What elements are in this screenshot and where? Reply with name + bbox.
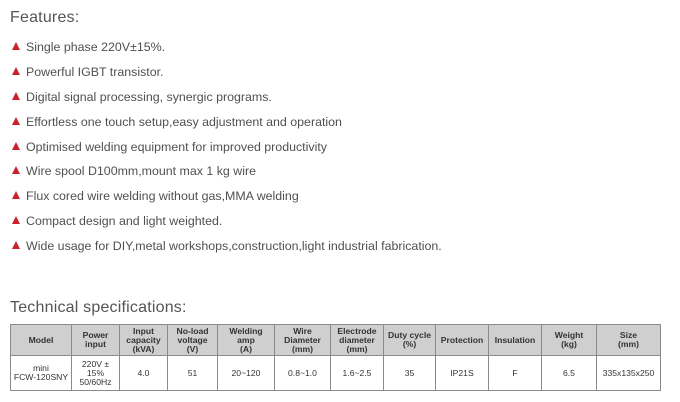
header-text: capacity <box>126 334 161 345</box>
feature-text: Flux cored wire welding without gas,MMA welding <box>26 189 299 204</box>
header-text: Duty cycle <box>388 330 431 340</box>
feature-text: Single phase 220V±15%. <box>26 40 166 55</box>
header-text: voltage <box>177 334 208 345</box>
cell-weight <box>542 356 597 391</box>
header-text: Wire <box>293 325 312 336</box>
cell-text: mini <box>33 363 49 373</box>
list-item <box>12 233 442 258</box>
list-item <box>12 134 442 159</box>
cell-size <box>597 356 661 391</box>
list-item <box>12 109 442 134</box>
cell-text: 51 <box>187 367 198 378</box>
cell-input-capacity <box>120 356 168 391</box>
cell-text: IP21S <box>450 367 474 378</box>
cell-text: 6.5 <box>563 367 575 378</box>
cell-wire-diameter <box>275 356 331 391</box>
header-no-load-voltage <box>168 325 218 356</box>
feature-text: Effortless one touch setup,easy adjustment and operation <box>26 114 342 129</box>
header-electrode-diameter <box>331 325 384 356</box>
cell-text: FCW-120SNY <box>13 372 69 382</box>
list-item <box>12 35 442 60</box>
red-triangle-bullet-icon <box>12 117 20 125</box>
header-text: Diameter <box>284 334 321 345</box>
header-duty-cycle <box>384 325 436 356</box>
header-text: Protection <box>440 334 484 345</box>
feature-text: Powerful IGBT transistor. <box>26 65 164 80</box>
red-triangle-bullet-icon <box>12 241 20 249</box>
cell-text: 4.0 <box>137 367 150 378</box>
header-insulation <box>489 325 542 356</box>
specs-title: Technical specifications: <box>10 299 187 316</box>
feature-text: Compact design and light weighted. <box>26 213 223 228</box>
header-weight <box>542 325 597 356</box>
header-welding-amp <box>218 325 275 356</box>
red-triangle-bullet-icon <box>12 42 20 50</box>
header-text: Welding <box>229 325 263 336</box>
cell-power-input <box>72 356 120 391</box>
header-text: diameter <box>339 334 375 345</box>
header-text: input <box>85 339 106 349</box>
red-triangle-bullet-icon <box>12 166 20 174</box>
header-text: (V) <box>186 343 199 354</box>
red-triangle-bullet-icon <box>12 191 20 199</box>
cell-text: 35 <box>404 367 415 378</box>
cell-text: 220V ± 15% <box>81 358 110 378</box>
header-text: Insulation <box>494 334 536 345</box>
list-item <box>12 159 442 184</box>
features-title: Features: <box>10 9 80 26</box>
cell-model <box>11 356 72 391</box>
cell-text: 1.6~2.5 <box>342 367 372 378</box>
header-model <box>11 325 72 356</box>
list-item <box>12 60 442 85</box>
cell-insulation <box>489 356 542 391</box>
header-protection <box>436 325 489 356</box>
header-text: Size <box>619 330 638 340</box>
list-item <box>12 209 442 234</box>
header-text: (mm) <box>291 343 313 354</box>
cell-text: 20~120 <box>231 367 261 378</box>
header-text: Weight <box>554 330 584 340</box>
feature-text: Wide usage for DIY,metal workshops,construction,light industrial fabrication. <box>26 238 442 253</box>
header-text: Input <box>133 325 154 336</box>
cell-no-load-voltage <box>168 356 218 391</box>
header-text: No-load <box>176 325 209 336</box>
header-text: (kVA) <box>132 343 155 354</box>
feature-text: Wire spool D100mm,mount max 1 kg wire <box>26 164 256 179</box>
header-text: (A) <box>240 343 252 354</box>
cell-electrode-diameter <box>331 356 384 391</box>
red-triangle-bullet-icon <box>12 216 20 224</box>
cell-welding-amp <box>218 356 275 391</box>
header-text: (kg) <box>561 339 577 349</box>
feature-list <box>12 35 442 258</box>
header-text: (mm) <box>346 343 368 354</box>
cell-protection <box>436 356 489 391</box>
feature-text: Digital signal processing, synergic programs. <box>26 89 272 104</box>
header-text: Electrode <box>337 325 377 336</box>
red-triangle-bullet-icon <box>12 92 20 100</box>
cell-text: F <box>512 367 518 378</box>
red-triangle-bullet-icon <box>12 67 20 75</box>
specs-table <box>10 324 661 391</box>
feature-text: Optimised welding equipment for improved productivity <box>26 139 327 154</box>
header-text: Power <box>82 330 109 340</box>
table-row <box>11 356 661 391</box>
table-header-row <box>11 325 661 356</box>
header-text: Model <box>28 334 54 345</box>
cell-text: 335x135x250 <box>602 367 655 378</box>
header-text: (%) <box>402 339 417 349</box>
cell-text: 0.8~1.0 <box>288 367 317 378</box>
header-power-input <box>72 325 120 356</box>
list-item <box>12 184 442 209</box>
cell-duty-cycle <box>384 356 436 391</box>
header-size <box>597 325 661 356</box>
header-wire-diameter <box>275 325 331 356</box>
red-triangle-bullet-icon <box>12 142 20 150</box>
header-text: amp <box>237 334 255 345</box>
cell-text: 50/60Hz <box>79 376 112 387</box>
list-item <box>12 85 442 110</box>
header-text: (mm) <box>617 339 639 349</box>
header-input-capacity <box>120 325 168 356</box>
